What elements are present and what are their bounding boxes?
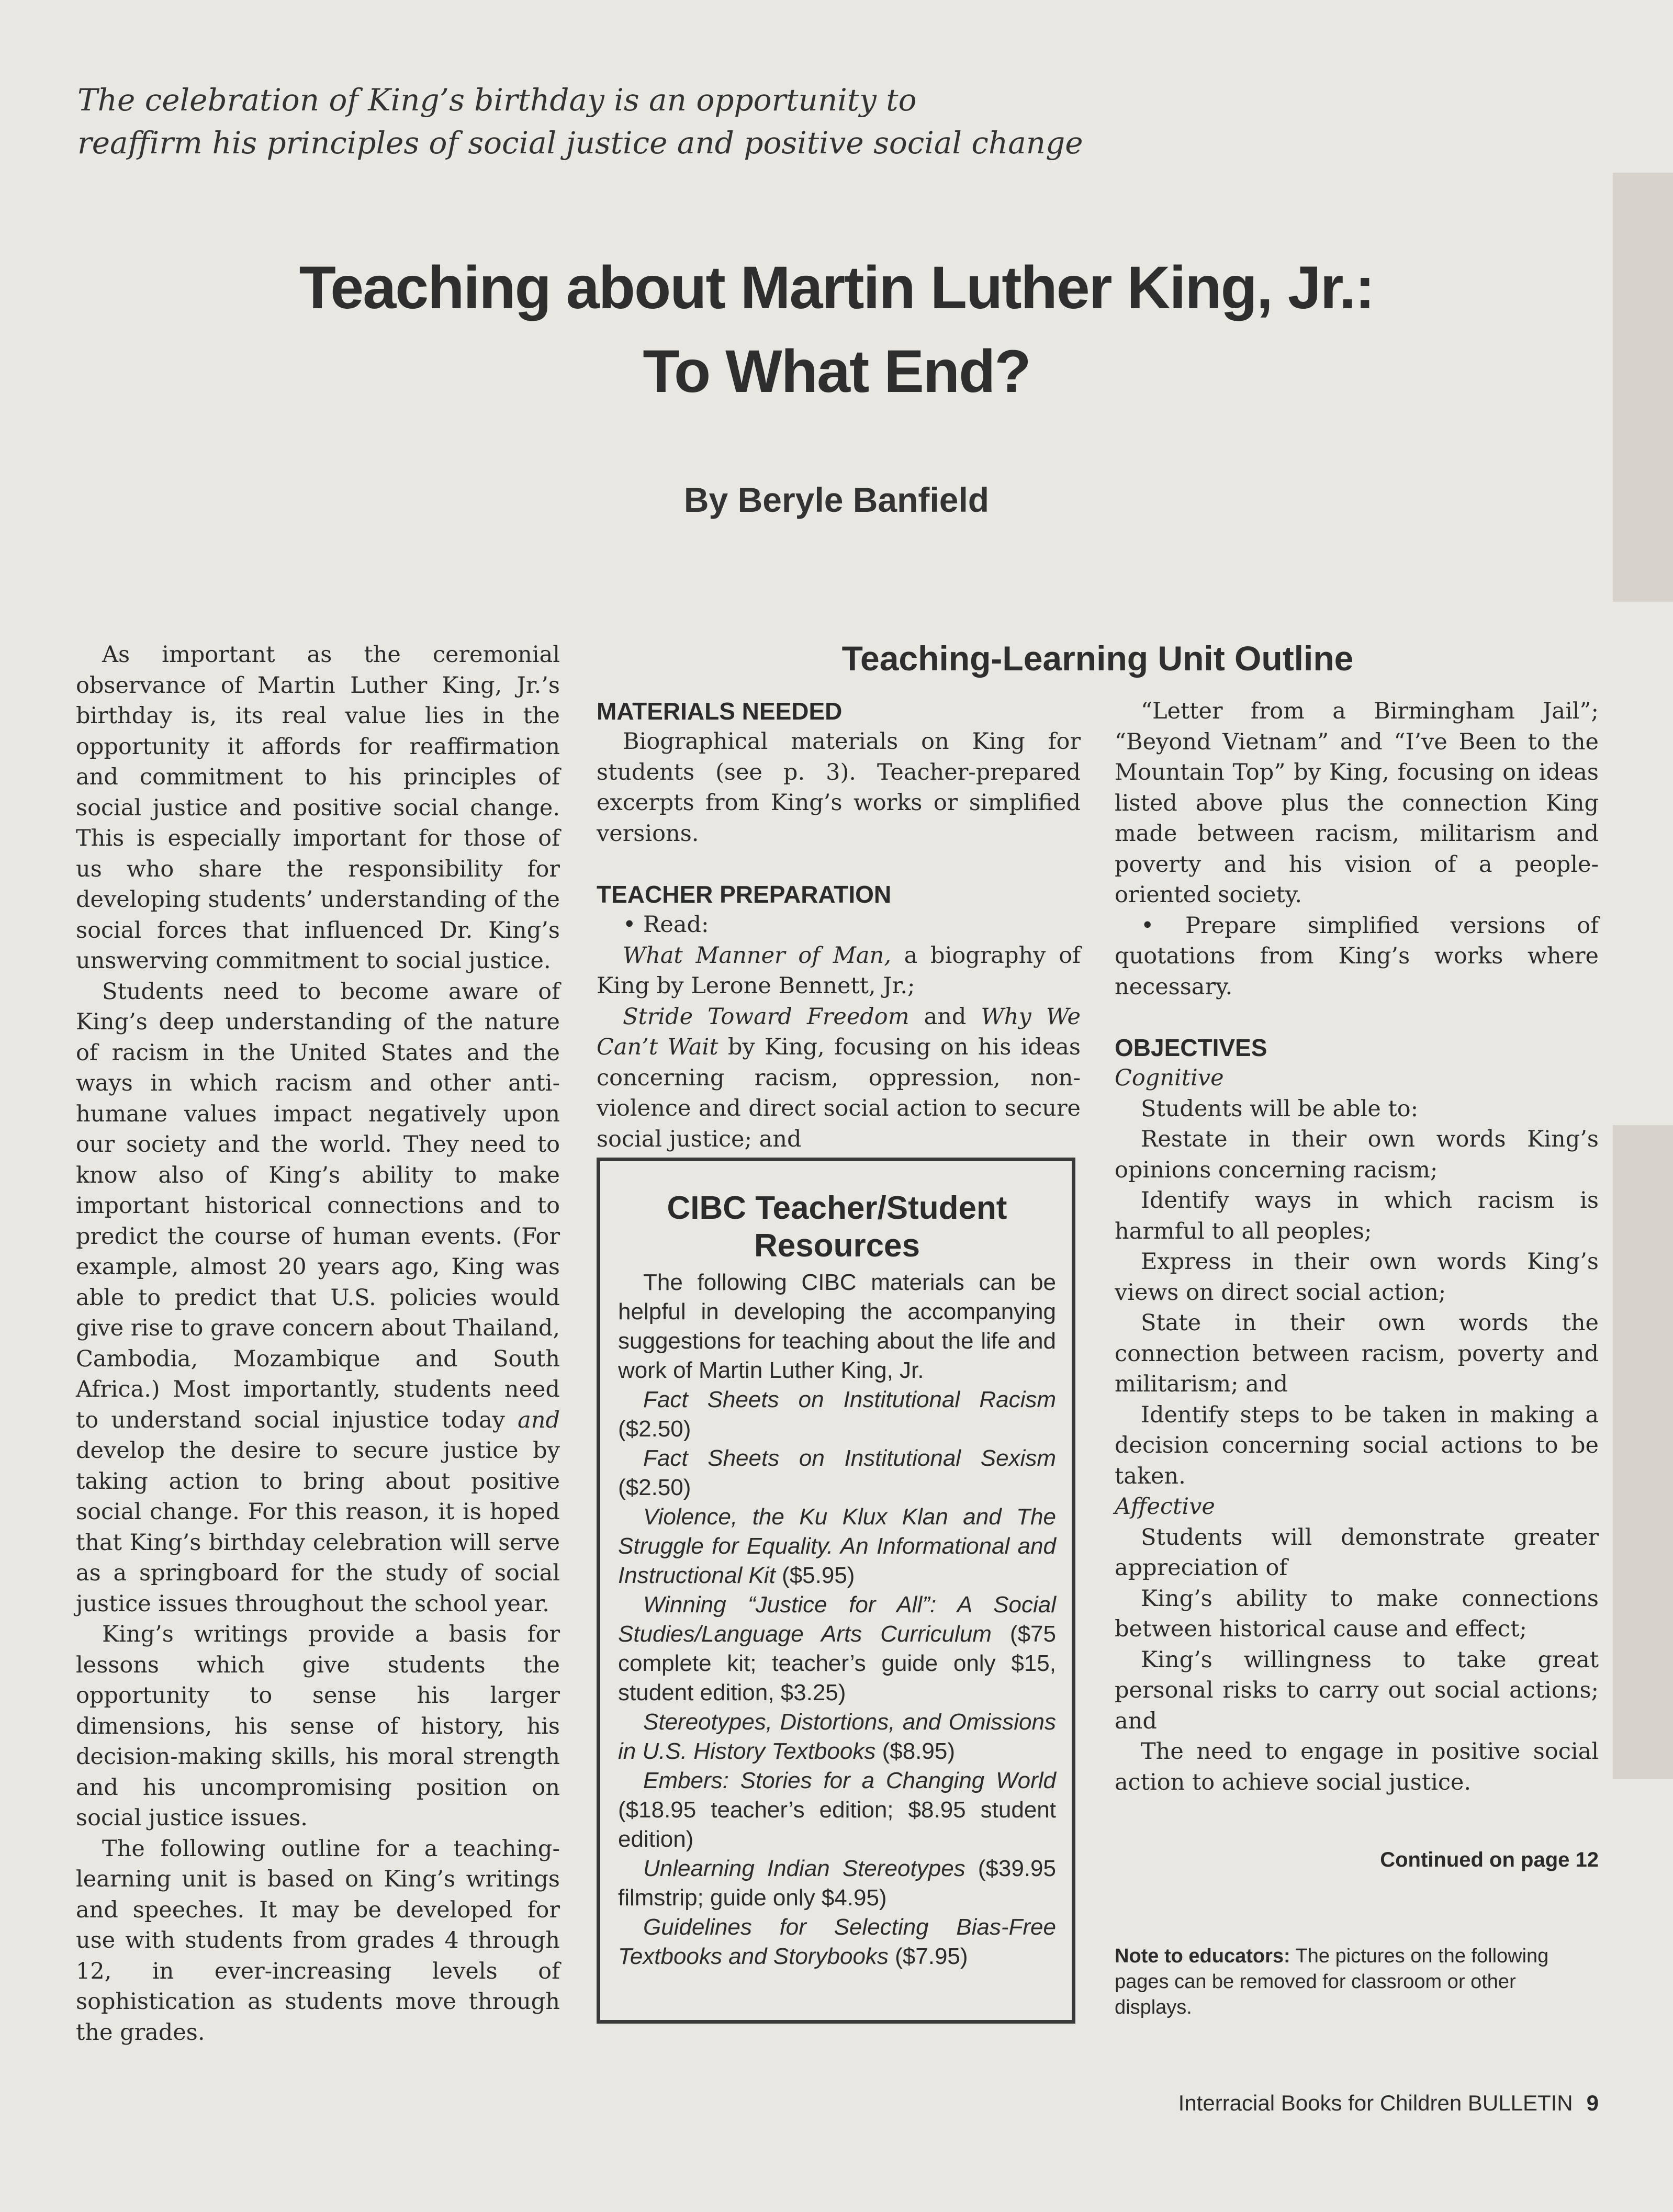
resource-item (618, 1444, 1056, 1502)
paragraph: Biographical materials on King for students (see p. 3). Teacher-prepared excerpts from King’s works or simplified versions. (597, 728, 1081, 847)
note-label: Note to educators: (1115, 1945, 1290, 1967)
objective-item: King’s ability to make connections between historical cause and effect; (1115, 1585, 1599, 1642)
emphasis: and (518, 1407, 560, 1433)
objective-item: Restate in their own words King’s opinions concerning racism; (1115, 1126, 1599, 1183)
resource-item (618, 1502, 1056, 1590)
objective-item: Identify steps to be taken in making a decision concerning social actions to be taken. (1115, 1401, 1599, 1489)
resource-price: ($2.50) (618, 1475, 691, 1500)
resource-item (618, 1854, 1056, 1913)
objective-item: Identify ways in which racism is harmful to all peoples; (1115, 1187, 1599, 1244)
page-number: 9 (1586, 2091, 1599, 2115)
title-line: Teaching about Martin Luther King, Jr.: (299, 254, 1374, 321)
resource-price: ($5.95) (775, 1563, 855, 1588)
paragraph-text: and (909, 1003, 981, 1030)
paragraph: “Letter from a Birmingham Jail”; “Beyond Vietnam” and “I’ve Been to the Mountain Top” by King, focusing on ideas listed above plus the connection King made between racism, militarism and poverty and his vision of a people-oriented society. (1115, 698, 1599, 908)
resources-intro: The following CIBC materials can be helpful in developing the accompanying suggestions for teaching about the life and work of Martin Luther King, Jr. (618, 1270, 1056, 1383)
resource-item (618, 1913, 1056, 1971)
objective-item: Students will be able to: (1141, 1095, 1419, 1122)
note-text: The pictures on the following pages can be removed for classroom or other displays. (1115, 1945, 1549, 2018)
paragraph-text: by King, focusing on his ideas concerning racism, oppression, non-violence and direct social action to secure social justice; and (597, 1034, 1081, 1152)
section-heading: TEACHER PREPARATION (597, 881, 892, 908)
resource-price: ($7.95) (888, 1944, 968, 1969)
byline: By Beryle Banfield (683, 480, 990, 519)
paragraph (76, 976, 560, 1620)
resource-title: Stereotypes, Distortions, and Omissions in U.S. History Textbooks (618, 1709, 1056, 1764)
resource-title: Unlearning Indian Stereotypes (643, 1856, 965, 1881)
section-heading: OBJECTIVES (1115, 1034, 1267, 1061)
book-title: Why We Can’t Wait (597, 1003, 1081, 1060)
resource-item (618, 1385, 1056, 1444)
resources-box-title: CIBC Teacher/Student Resources (667, 1190, 1007, 1264)
note-to-educators (1115, 1944, 1599, 2020)
resource-price: ($39.95 filmstrip; guide only $4.95) (618, 1856, 1056, 1911)
book-title: What Manner of Man, (623, 942, 891, 969)
resource-item (618, 1766, 1056, 1854)
paragraph-text: develop the desire to secure justice by taking action to bring about positive social change. For this reason, it is hoped that King’s birthday celebration will serve as a springboard for the study of social justice issues throughout the school year. (76, 1438, 560, 1617)
subheading: Cognitive (1115, 1065, 1224, 1091)
objective-item: Express in their own words King’s views on direct social action; (1115, 1249, 1599, 1306)
paragraph: King’s writings provide a basis for lessons which give students the opportunity to sense his larger dimensions, his sense of history, his decision-making skills, his moral strength and his uncompromising position on social justice issues. (76, 1621, 560, 1831)
bullet-item: • Read: (623, 912, 709, 938)
publication-name: Interracial Books for Children BULLETIN (1178, 2091, 1573, 2115)
kicker-line: The celebration of King’s birthday is an opportunity to (77, 82, 917, 118)
resources-box (597, 1158, 1075, 2024)
page-edge-shadow (1613, 1125, 1673, 1779)
resource-price: ($8.95) (875, 1738, 955, 1764)
paragraph: The following outline for a teaching-learning unit is based on King’s writings and speeches. It may be developed for use with students from grades 4 through 12, in ever-increasing levels of sophistication as students move through the grades. (76, 1835, 560, 2046)
section-heading: MATERIALS NEEDED (597, 698, 843, 725)
objective-item: King’s willingness to take great personal risks to carry out social actions; and (1115, 1646, 1599, 1734)
article-title (0, 246, 1673, 413)
paragraph (597, 940, 1081, 1002)
resource-title: Winning “Justice for All”: A Social Studies/Language Arts Curriculum (618, 1592, 1056, 1647)
resource-price: ($18.95 teacher’s edition; $8.95 student edition) (618, 1797, 1056, 1852)
resource-title: Fact Sheets on Institutional Sexism (643, 1445, 1056, 1471)
objective-item: State in their own words the connection between racism, poverty and militarism; and (1115, 1310, 1599, 1397)
page-footer (1178, 2091, 1599, 2116)
resource-price: ($75 complete kit; teacher’s guide only $15, student edition, $3.25) (618, 1621, 1056, 1705)
bullet-item: • Prepare simplified versions of quotations from King’s works where necessary. (1115, 912, 1599, 1000)
paragraph-text: a biography of King by Lerone Bennett, Jr.; (597, 942, 1081, 999)
outline-column-left (597, 696, 1081, 1154)
resource-title: Fact Sheets on Institutional Racism (643, 1387, 1056, 1412)
resource-item (618, 1708, 1056, 1766)
paragraph-text: Students need to become aware of King’s deep understanding of the nature of racism in the United States and the ways in which racism and other anti-humane values impact negatively upon our society and the world. They need to know also of King’s ability to make important historical connections and to predict the course of human events. (For example, almost 20 years ago, King was able to predict that U.S. policies would give rise to grave concern about Thailand, Cambodia, Mozambique and South Africa.) Most importantly, students need to understand social injustice today (76, 978, 560, 1433)
book-title: Stride Toward Freedom (623, 1003, 910, 1030)
paragraph (597, 1002, 1081, 1155)
resource-title: Guidelines for Selecting Bias-Free Textbooks and Storybooks (618, 1914, 1056, 1969)
title-line: To What End? (643, 338, 1030, 405)
resource-title: Violence, the Ku Klux Klan and The Struggle for Equality. An Informational and Instructional Kit (618, 1504, 1056, 1588)
intro-column (76, 639, 560, 2048)
objective-item: The need to engage in positive social action to achieve social justice. (1115, 1738, 1599, 1795)
resource-title: Embers: Stories for a Changing World (643, 1768, 1056, 1793)
outline-column-right (1115, 696, 1599, 1798)
resource-price: ($2.50) (618, 1416, 691, 1442)
kicker-line: reaffirm his principles of social justice and positive social change (77, 125, 1083, 161)
kicker (77, 78, 1229, 164)
continued-note: Continued on page 12 (1380, 1848, 1599, 1871)
subheading: Affective (1115, 1494, 1215, 1520)
paragraph: As important as the ceremonial observance of Martin Luther King, Jr.’s birthday is, its real value lies in the opportunity it affords for reaffirmation and commitment to his principles of social justice and positive social change. This is especially important for those of us who share the responsibility for developing students’ understanding of the social forces that influenced Dr. King’s unswerving commitment to social justice. (76, 642, 560, 974)
resource-item (618, 1590, 1056, 1708)
unit-outline-title: Teaching-Learning Unit Outline (841, 639, 1354, 678)
objective-item: Students will demonstrate greater appreciation of (1115, 1524, 1599, 1581)
